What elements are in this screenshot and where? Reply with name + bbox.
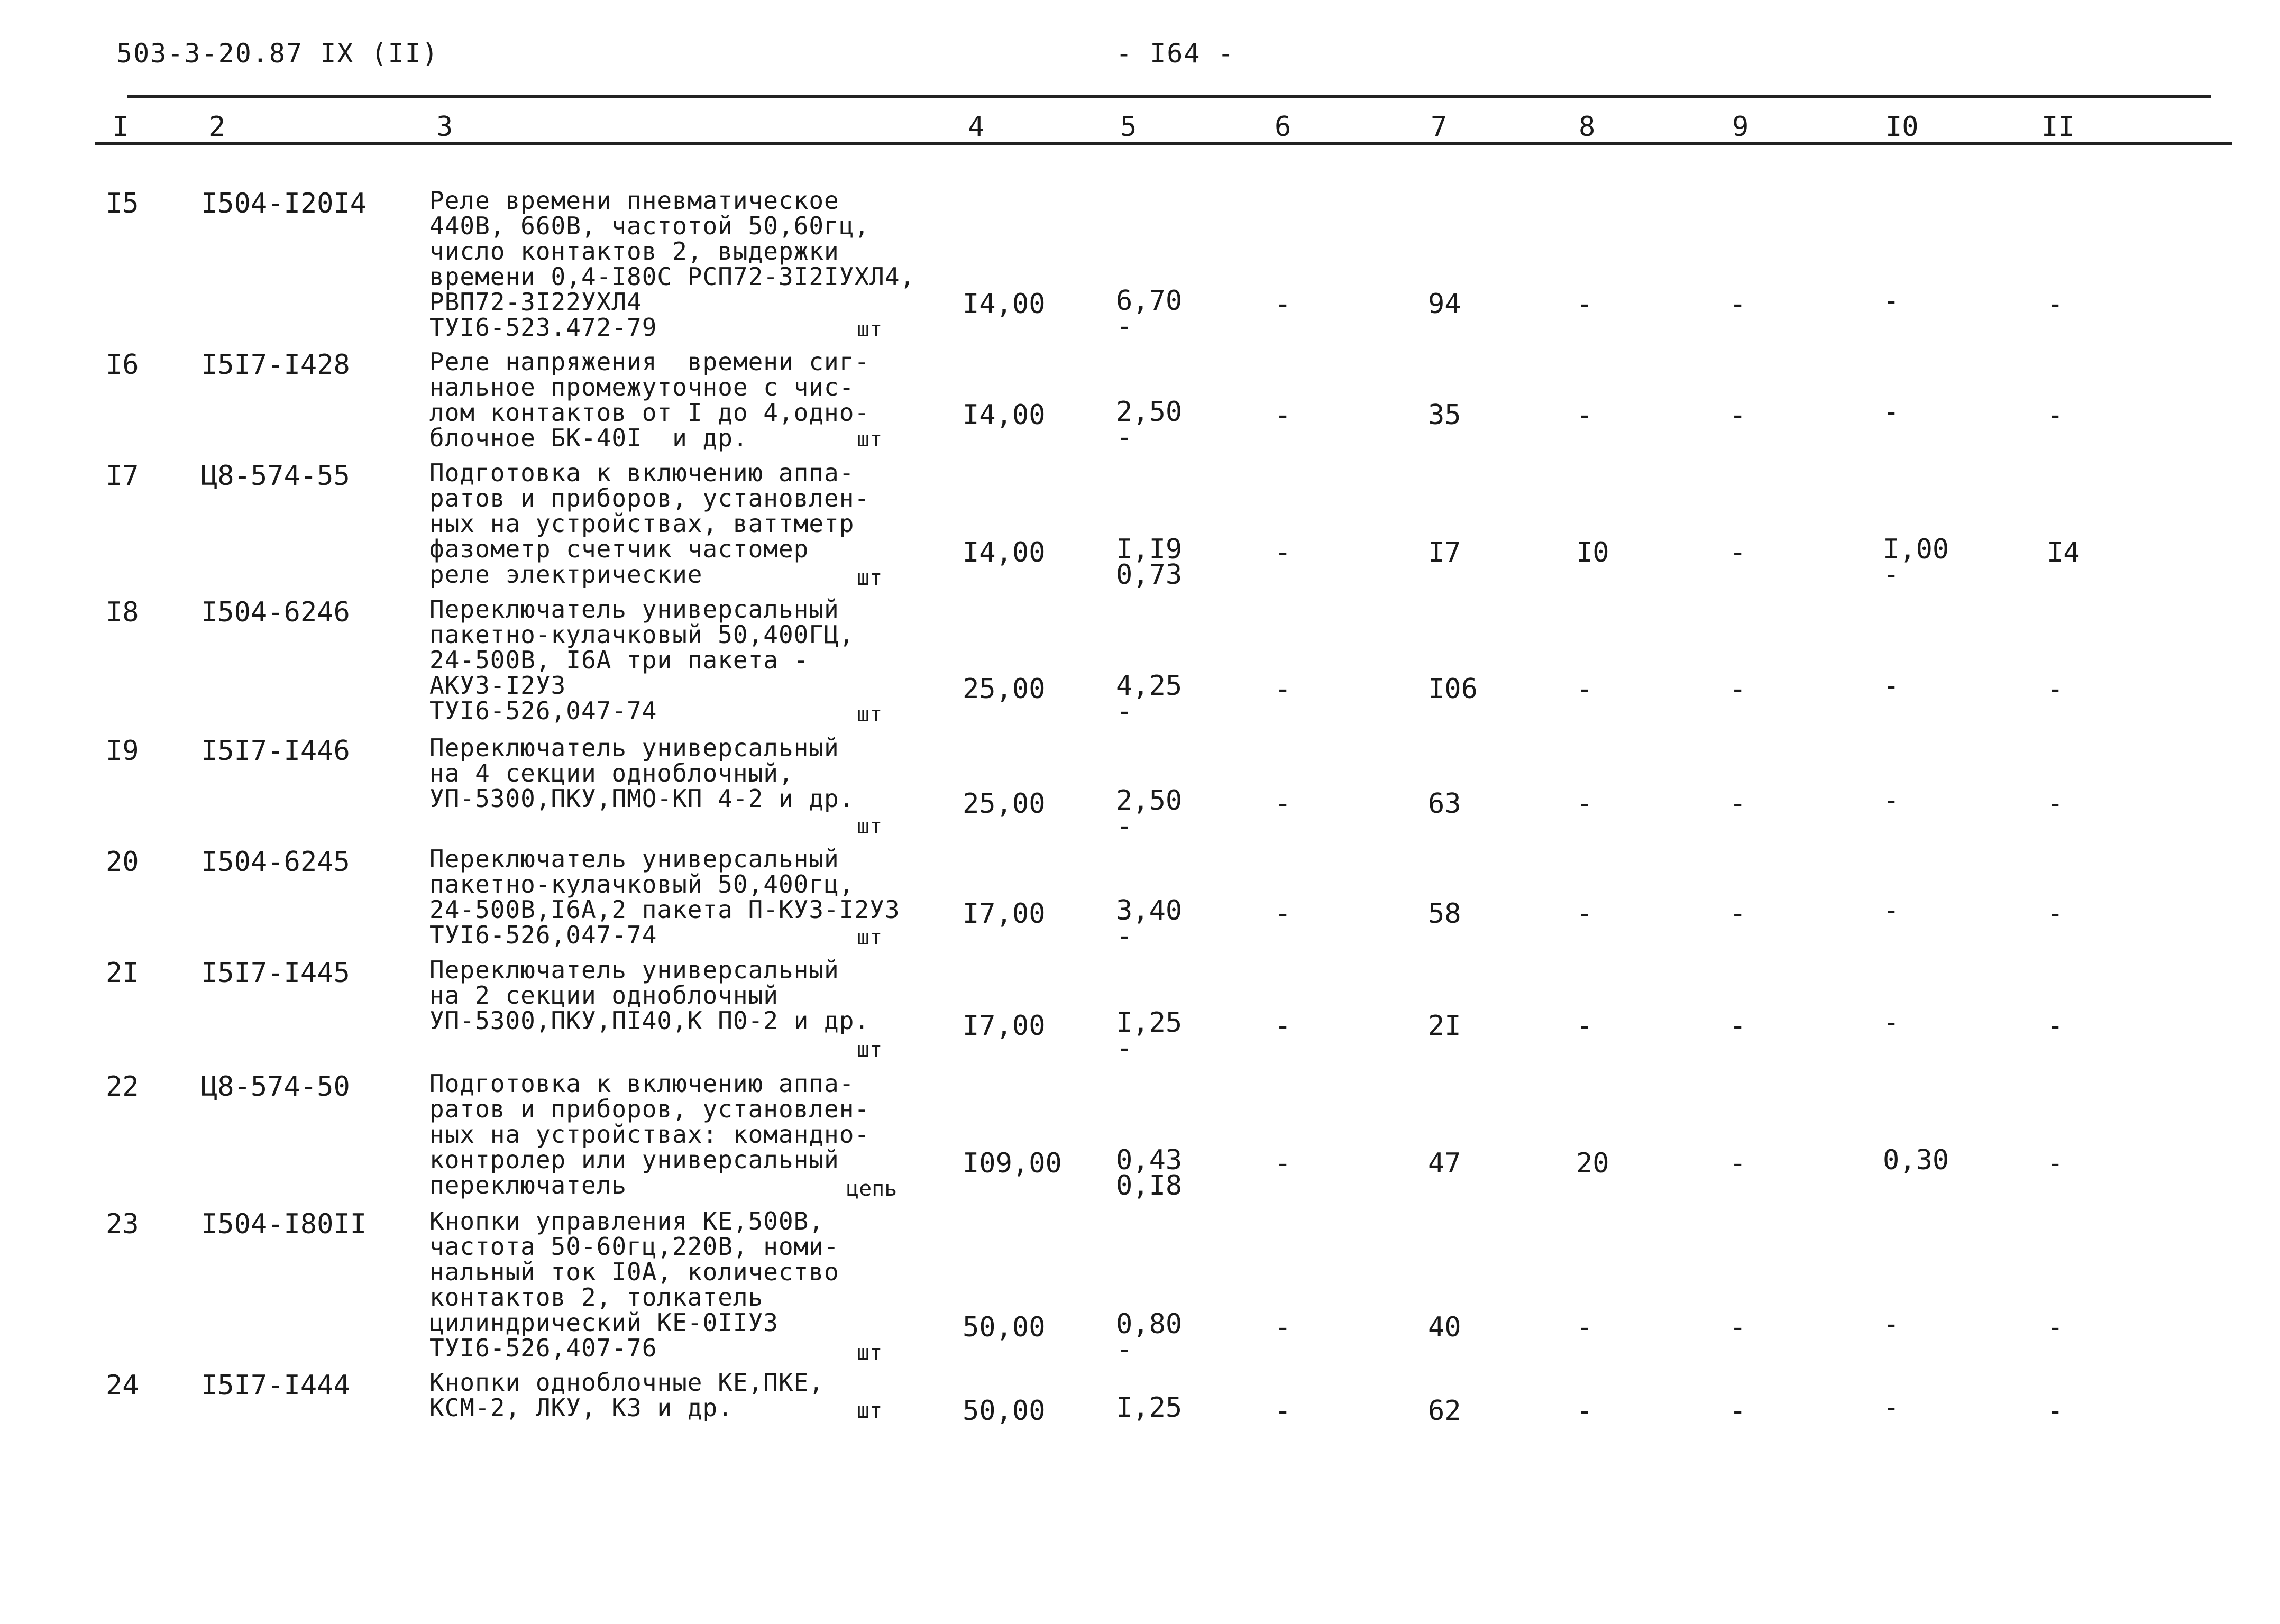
col11-value: - — [2047, 1010, 2064, 1042]
col10-value: - — [1883, 285, 1900, 317]
item-description: Подготовка к включению аппа- ратов и приборов, установлен- ных на устройствах, ваттметр фазометр счетчик частомер реле электрические — [429, 458, 870, 589]
price-code: I504-I20I4 — [201, 188, 367, 219]
column-number: 4 — [968, 111, 985, 143]
item-description: Подготовка к включению аппа- ратов и приборов, установлен- ных на устройствах: командно- контролер или универсальный переключатель — [429, 1069, 870, 1199]
col10-value: - — [1883, 1392, 1900, 1424]
column-number: 7 — [1431, 111, 1448, 143]
row-number: I7 — [106, 460, 139, 492]
quantity: 50,00 — [963, 1311, 1046, 1343]
col8-value: I0 — [1576, 537, 1609, 568]
item-description: Переключатель универсальный на 2 секции одноблочный УП-5300,ПКУ,ПI40,К П0-2 и др. — [429, 956, 870, 1035]
col9-value: - — [1729, 898, 1746, 930]
col6-value: - — [1275, 399, 1292, 431]
quantity: 25,00 — [963, 673, 1046, 705]
col7-value: 63 — [1428, 788, 1461, 820]
col7-value: I7 — [1428, 537, 1461, 568]
col6-value: - — [1275, 288, 1292, 320]
quantity: I4,00 — [963, 537, 1046, 568]
col5-value: I,25 - — [1116, 1007, 1183, 1064]
column-number: 5 — [1120, 111, 1137, 143]
row-number: 20 — [106, 846, 139, 878]
col6-value: - — [1275, 1395, 1292, 1427]
price-code: I5I7-I428 — [201, 349, 350, 381]
col10-value: - — [1883, 670, 1900, 702]
quantity: 50,00 — [963, 1395, 1046, 1427]
col11-value: - — [2047, 399, 2064, 431]
col8-value: - — [1576, 673, 1593, 705]
quantity: I7,00 — [963, 898, 1046, 930]
item-description: Реле напряжения времени сиг- нальное промежуточное с чис- лом контактов от I до 4,одно- блочное БК-40I и др. — [429, 347, 870, 452]
row-number: 24 — [106, 1370, 139, 1401]
col5-value: 3,40 - — [1116, 895, 1183, 952]
column-number: 2 — [209, 111, 226, 143]
col11-value: I4 — [2047, 537, 2080, 568]
column-number: 6 — [1275, 111, 1292, 143]
row-number: 2I — [106, 957, 139, 989]
col6-value: - — [1275, 1311, 1292, 1343]
col7-value: 40 — [1428, 1311, 1461, 1343]
row-number: I6 — [106, 349, 139, 381]
col6-value: - — [1275, 1148, 1292, 1179]
item-description: Переключатель универсальный пакетно-кулачковый 50,400гц, 24-500В,I6А,2 пакета П-КУЗ-I2УЗ ТУI6-526,047-74 — [429, 845, 900, 949]
unit-of-measure: шт — [857, 814, 883, 839]
col9-value: - — [1729, 1311, 1746, 1343]
col8-value: 20 — [1576, 1148, 1609, 1179]
col11-value: - — [2047, 788, 2064, 820]
price-code: I5I7-I444 — [201, 1370, 350, 1401]
col8-value: - — [1576, 788, 1593, 820]
column-number: 8 — [1579, 111, 1596, 143]
col7-value: 47 — [1428, 1148, 1461, 1179]
col9-value: - — [1729, 673, 1746, 705]
column-number: 3 — [436, 111, 453, 143]
col10-value: - — [1883, 895, 1900, 926]
col5-value: 4,25 - — [1116, 670, 1183, 727]
col11-value: - — [2047, 1395, 2064, 1427]
col7-value: 58 — [1428, 898, 1461, 930]
col7-value: I06 — [1428, 673, 1478, 705]
col8-value: - — [1576, 898, 1593, 930]
price-code: Ц8-574-50 — [201, 1071, 350, 1103]
col6-value: - — [1275, 537, 1292, 568]
col10-value: 0,30 — [1883, 1144, 1949, 1176]
unit-of-measure: шт — [857, 925, 883, 950]
col5-value: 0,43 0,I8 — [1116, 1144, 1183, 1201]
col5-value: 2,50 - — [1116, 785, 1183, 842]
item-description: Кнопки управления КЕ,500В, частота 50-60гц,220В, номи- нальный ток I0А, количество контактов 2, толкатель цилиндрический КЕ-0IIУЗ ТУI6-526,407-76 — [429, 1207, 839, 1362]
table-top-rule — [127, 95, 2211, 98]
col9-value: - — [1729, 537, 1746, 568]
col8-value: - — [1576, 288, 1593, 320]
unit-of-measure: шт — [857, 566, 883, 590]
unit-of-measure: шт — [857, 1399, 883, 1423]
col7-value: 35 — [1428, 399, 1461, 431]
col8-value: - — [1576, 1010, 1593, 1042]
col8-value: - — [1576, 1311, 1593, 1343]
unit-of-measure: шт — [857, 1038, 883, 1062]
quantity: 25,00 — [963, 788, 1046, 820]
col11-value: - — [2047, 1148, 2064, 1179]
item-description: Реле времени пневматическое 440В, 660В, частотой 50,60гц, число контактов 2, выдержки времени 0,4-I80С РСП72-3I2IУХЛ4, РВП72-3I22УХЛ4 ТУI6-523.472-79 — [429, 186, 915, 342]
col10-value: - — [1883, 1007, 1900, 1039]
price-code: I504-6246 — [201, 597, 350, 628]
price-code: I504-6245 — [201, 846, 350, 878]
col5-value: 2,50 - — [1116, 396, 1183, 453]
col5-value: 0,80 - — [1116, 1308, 1183, 1365]
col9-value: - — [1729, 788, 1746, 820]
unit-of-measure: шт — [857, 702, 883, 727]
col5-value: I,25 — [1116, 1392, 1183, 1424]
row-number: I9 — [106, 735, 139, 767]
col9-value: - — [1729, 1010, 1746, 1042]
col8-value: - — [1576, 1395, 1593, 1427]
col6-value: - — [1275, 673, 1292, 705]
row-number: I8 — [106, 597, 139, 628]
col5-value: I,I9 0,73 — [1116, 534, 1183, 591]
col9-value: - — [1729, 399, 1746, 431]
col7-value: 94 — [1428, 288, 1461, 320]
unit-of-measure: цепь — [846, 1177, 898, 1201]
document-code: 503-3-20.87 IX (II) — [116, 38, 439, 69]
column-number: 9 — [1732, 111, 1749, 143]
col7-value: 62 — [1428, 1395, 1461, 1427]
price-code: I5I7-I445 — [201, 957, 350, 989]
col9-value: - — [1729, 1395, 1746, 1427]
col11-value: - — [2047, 898, 2064, 930]
col10-value: - — [1883, 1308, 1900, 1340]
column-number: I0 — [1885, 111, 1919, 143]
col10-value: - — [1883, 785, 1900, 816]
item-description: Переключатель универсальный на 4 секции одноблочный, УП-5300,ПКУ,ПМО-КП 4-2 и др. — [429, 733, 855, 813]
row-number: 23 — [106, 1208, 139, 1240]
unit-of-measure: шт — [857, 1341, 883, 1365]
col6-value: - — [1275, 898, 1292, 930]
unit-of-measure: шт — [857, 317, 883, 342]
col10-value: I,00 - — [1883, 534, 1949, 591]
page-number: - I64 - — [1116, 38, 1235, 69]
item-description: Кнопки одноблочные КЕ,ПКЕ, КСМ-2, ЛКУ, КЗ и др. — [429, 1368, 825, 1422]
col11-value: - — [2047, 288, 2064, 320]
col6-value: - — [1275, 1010, 1292, 1042]
quantity: I4,00 — [963, 399, 1046, 431]
col7-value: 2I — [1428, 1010, 1461, 1042]
col9-value: - — [1729, 288, 1746, 320]
column-number: II — [2041, 111, 2075, 143]
col8-value: - — [1576, 399, 1593, 431]
quantity: I7,00 — [963, 1010, 1046, 1042]
col11-value: - — [2047, 1311, 2064, 1343]
price-code: I5I7-I446 — [201, 735, 350, 767]
price-code: Ц8-574-55 — [201, 460, 350, 492]
quantity: I4,00 — [963, 288, 1046, 320]
row-number: 22 — [106, 1071, 139, 1103]
col9-value: - — [1729, 1148, 1746, 1179]
col10-value: - — [1883, 396, 1900, 428]
col11-value: - — [2047, 673, 2064, 705]
col5-value: 6,70 - — [1116, 285, 1183, 342]
column-number: I — [112, 111, 129, 143]
unit-of-measure: шт — [857, 427, 883, 452]
item-description: Переключатель универсальный пакетно-кулачковый 50,400ГЦ, 24-500В, I6А три пакета - АКУЗ-I2УЗ ТУI6-526,047-74 — [429, 595, 855, 725]
col6-value: - — [1275, 788, 1292, 820]
price-code: I504-I80II — [201, 1208, 367, 1240]
quantity: I09,00 — [963, 1148, 1062, 1179]
row-number: I5 — [106, 188, 139, 219]
